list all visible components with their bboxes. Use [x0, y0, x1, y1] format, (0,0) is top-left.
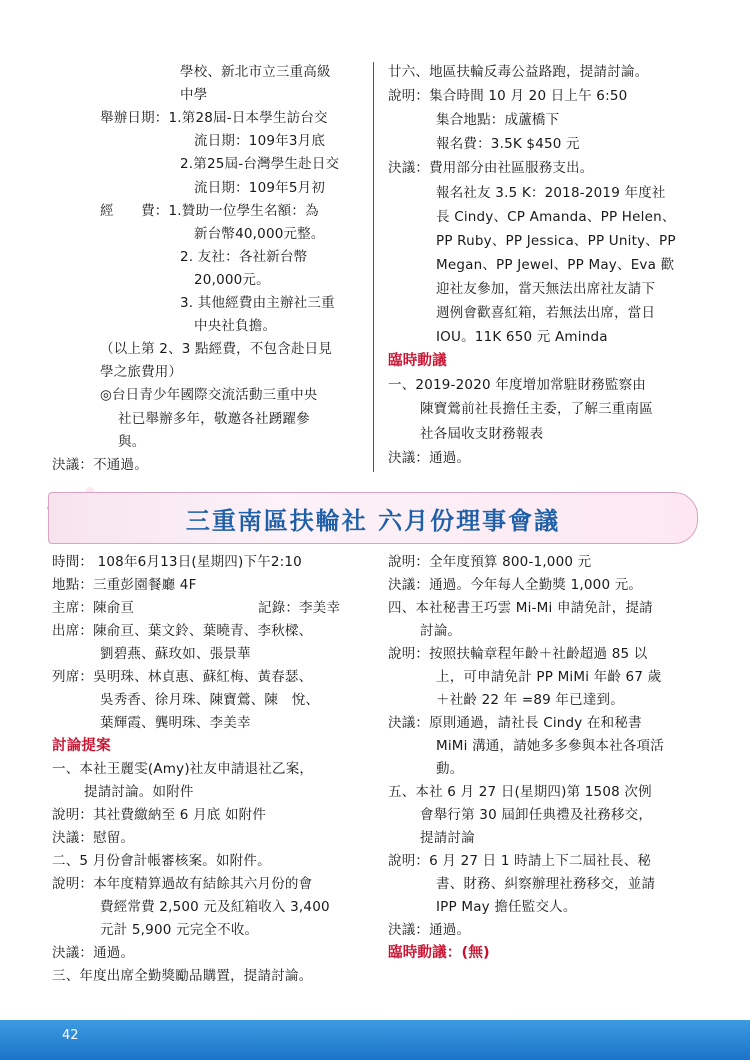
- text-line: 集合地點：成蘆橋下: [436, 112, 560, 129]
- text-line: 說明：集合時間 10 月 20 日上午 6:50: [388, 88, 628, 105]
- text-line: 決議：不通過。: [52, 456, 148, 473]
- text-line: 決議：費用部分由社區服務支出。: [388, 160, 594, 177]
- text-line: 廿六、地區扶輪反毒公益路跑，提請討論。: [388, 64, 649, 80]
- text-line: 新台幣40,000元整。: [194, 225, 325, 242]
- text-line: 2.第25屆-台灣學生赴日交: [180, 156, 340, 173]
- text-line: 決議：原則通過，請社長 Cindy 在和秘書: [388, 715, 642, 731]
- text-line: 吳秀香、徐月珠、陳寶鶯、陳 悅、: [100, 692, 320, 708]
- text-line: 流日期：109年5月初: [194, 179, 326, 196]
- text-line: 說明：按照扶輪章程年齡＋社齡超過 85 以: [388, 646, 648, 662]
- text-line: 社各屆收支財務報表: [420, 425, 544, 442]
- text-line: 報名費：3.5K $450 元: [436, 136, 580, 153]
- text-line: PP Ruby、PP Jessica、PP Unity、PP: [436, 232, 676, 249]
- text-line: 主席：陳俞亘: [52, 600, 135, 616]
- text-line: 流日期：109年3月底: [194, 133, 326, 150]
- text-line: 動。: [436, 761, 464, 777]
- text-line: ◎台日青少年國際交流活動三重中央: [100, 387, 318, 404]
- text-line: 說明：其社費繳納至 6 月底 如附件: [52, 807, 267, 823]
- text-line: 與。: [118, 433, 146, 450]
- text-line: 時間： 108年6月13日(星期四)下午2:10: [52, 554, 302, 570]
- text-line: 決議：通過。: [388, 449, 471, 466]
- text-line: 社已舉辦多年，敬邀各社踴躍參: [118, 410, 310, 427]
- text-line: ＋社齡 22 年 =89 年已達到。: [436, 692, 624, 708]
- text-line: 一、2019-2020 年度增加常駐財務監察由: [388, 377, 646, 394]
- text-line: 決議：通過。: [52, 945, 135, 961]
- section-heading: 臨時動議: [388, 353, 447, 370]
- section-heading: 討論提案: [52, 738, 111, 754]
- text-line: 會舉行第 30 屆卸任典禮及社務移交，: [420, 807, 653, 823]
- text-line: 提請討論: [420, 830, 475, 846]
- text-line: 經 費：1.贊助一位學生名額：為: [100, 202, 319, 219]
- text-line: 報名社友 3.5 K：2018-2019 年度社: [436, 184, 666, 201]
- text-line: 三、年度出席全勤獎勵品購置，提請討論。: [52, 968, 313, 984]
- text-line: 地點：三重彭園餐廳 4F: [52, 577, 197, 593]
- column-divider: [373, 62, 374, 472]
- text-line: 葉輝霞、龔明珠、李美幸: [100, 715, 251, 731]
- text-line: IPP May 擔任監交人。: [436, 899, 577, 915]
- section-heading: 臨時動議：(無): [388, 945, 490, 961]
- text-line: 長 Cindy、CP Amanda、PP Helen、: [436, 208, 676, 225]
- page-number: 42: [62, 1028, 79, 1043]
- text-line: 說明：全年度預算 800-1,000 元: [388, 554, 592, 570]
- section-title: 三重南區扶輪社 六月份理事會議: [185, 507, 561, 535]
- text-line: 五、本社 6 月 27 日(星期四)第 1508 次例: [388, 784, 652, 800]
- text-line: 費經常費 2,500 元及紅箱收入 3,400: [100, 899, 330, 915]
- text-line: （以上第 2、3 點經費，不包含赴日見: [100, 341, 333, 358]
- text-line: 說明：本年度精算過故有結餘其六月份的會: [52, 876, 313, 892]
- text-line: 迎社友參加，當天無法出席社友請下: [436, 280, 656, 297]
- text-line: 提請討論。如附件: [84, 784, 194, 800]
- text-line: 中央社負擔。: [194, 318, 277, 335]
- text-line: 3. 其他經費由主辦社三重: [180, 295, 335, 311]
- text-line: 記錄：李美幸: [258, 600, 341, 616]
- text-line: 決議：通過。: [388, 922, 471, 938]
- text-line: 決議：通過。今年每人全勤獎 1,000 元。: [388, 577, 643, 593]
- text-line: 學校、新北市立三重高級: [180, 64, 331, 80]
- text-line: 中學: [180, 87, 208, 104]
- text-line: 一、本社王麗雯(Amy)社友申請退社乙案，: [52, 761, 314, 777]
- text-line: 說明：6 月 27 日 1 時請上下二屆社長、秘: [388, 853, 652, 869]
- text-line: 週例會歡喜紅箱，若無法出席，當日: [436, 305, 656, 321]
- text-line: 陳寶鶯前社長擔任主委，了解三重南區: [420, 401, 653, 418]
- text-line: 2. 友社：各社新台幣: [180, 248, 308, 265]
- text-line: 決議：慰留。: [52, 830, 135, 846]
- text-line: 元計 5,900 元完全不收。: [100, 922, 259, 938]
- text-line: 二、5 月份會計帳審核案。如附件。: [52, 853, 271, 869]
- text-line: 四、本社秘書王巧雲 Mi-Mi 申請免計，提請: [388, 600, 653, 616]
- text-line: 出席：陳俞亘、葉文鈴、葉曉青、李秋樑、: [52, 623, 313, 639]
- text-line: IOU。11K 650 元 Aminda: [436, 329, 608, 346]
- text-line: 討論。: [420, 623, 462, 639]
- text-line: 舉辦日期：1.第28屆-日本學生訪台交: [100, 110, 328, 127]
- text-line: 20,000元。: [194, 271, 270, 288]
- page-footer: [0, 1020, 750, 1060]
- text-line: 學之旅費用）: [100, 364, 183, 381]
- text-line: 列席：吳明珠、林貞惠、蘇紅梅、黃春瑟、: [52, 669, 313, 685]
- text-line: 劉碧燕、蘇玫如、張景華: [100, 646, 251, 662]
- text-line: Megan、PP Jewel、PP May、Eva 歡: [436, 256, 675, 273]
- text-line: MiMi 溝通，請她多多參與本社各項活: [436, 738, 664, 754]
- text-line: 上，可申請免計 PP MiMi 年齡 67 歲: [436, 669, 662, 685]
- text-line: 書、財務、糾察辦理社務移交，並請: [436, 876, 656, 892]
- section-banner: [48, 492, 698, 544]
